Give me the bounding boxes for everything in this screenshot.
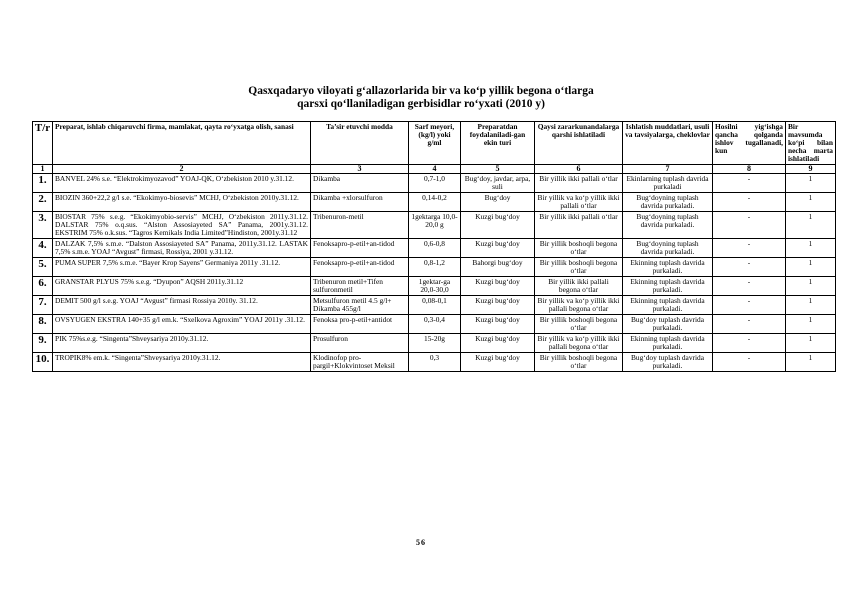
muddat-cell: Bug‘doyning tuplash davrida purkaladi. (623, 193, 713, 212)
marta-cell: 1 (786, 334, 836, 353)
preparat-cell: BIOSTAR 75% s.e.g. “Ekokimyobio-servis” MCHJ, O‘zbekiston 2011y.31.12. DALSTAR 75% o.q.sus. “Alston Assosiayeted SA” Panama, 2001y.31.12. EKSTRIM 75% o.k.sus. “Tagros Kemikals India Limited”Hindiston, 2001y.31.12 (53, 212, 311, 239)
muddat-cell: Bug‘doyning tuplash davrida purkaladi. (623, 212, 713, 239)
ekin-cell: Bahorgi bug‘doy (461, 258, 535, 277)
table-row (33, 174, 836, 193)
row-number: 4. (33, 239, 53, 258)
table-row (33, 315, 836, 334)
table-row (33, 277, 836, 296)
qarshi-cell: Bir yillik boshoqli begona o‘tlar (535, 315, 623, 334)
kun-cell: - (713, 258, 786, 277)
herbicide-table (32, 121, 836, 372)
column-number-row (33, 165, 836, 174)
col-number: 6 (535, 165, 623, 174)
marta-cell: 1 (786, 174, 836, 193)
title-line-1: Qasxqadaryo viloyati g‘allazorlarida bir va ko‘p yillik begona o‘tlarga (248, 85, 594, 97)
table-row (33, 353, 836, 372)
table-row (33, 193, 836, 212)
kun-cell: - (713, 212, 786, 239)
ekin-cell: Kuzgi bug‘doy (461, 296, 535, 315)
sarf-cell: 0,08-0,1 (409, 296, 461, 315)
table-row (33, 296, 836, 315)
sarf-cell: 0,6-0,8 (409, 239, 461, 258)
ekin-cell: Kuzgi bug‘doy (461, 239, 535, 258)
title-line-2: qarsxi qo‘llaniladigan gerbisidlar ro‘yxati (2010 y) (297, 98, 545, 110)
sarf-cell: 15-20g (409, 334, 461, 353)
table-row (33, 258, 836, 277)
modda-cell: Dikamba (311, 174, 409, 193)
modda-cell: Metsulfuron metil 4.5 g/l+ Dikamba 455g/l (311, 296, 409, 315)
qarshi-cell: Bir yillik boshoqli begona o‘tlar (535, 353, 623, 372)
header-ekin: Preparatdan foydalaniladi-gan ekin turi (461, 122, 535, 165)
muddat-cell: Ekinning tuplash davrida purkaladi. (623, 258, 713, 277)
row-number: 5. (33, 258, 53, 277)
preparat-cell: PUMA SUPER 7,5% s.m.e. “Bayer Krop Sayens” Germaniya 2011y .31.12. (53, 258, 311, 277)
col-number: 9 (786, 165, 836, 174)
marta-cell: 1 (786, 239, 836, 258)
table-row (33, 334, 836, 353)
header-tr: T/r (33, 122, 53, 165)
page-number: 56 (416, 538, 426, 547)
qarshi-cell: Bir yillik va ko‘p yillik ikki pallali begona o‘tlar (535, 334, 623, 353)
qarshi-cell: Bir yillik va ko‘p yillik ikki pallali o‘tlar (535, 193, 623, 212)
sarf-cell: 1gektar-ga 20,0-30,0 (409, 277, 461, 296)
marta-cell: 1 (786, 353, 836, 372)
header-row (33, 122, 836, 165)
col-number: 3 (311, 165, 409, 174)
ekin-cell: Kuzgi bug‘doy (461, 315, 535, 334)
ekin-cell: Bug‘doy (461, 193, 535, 212)
ekin-cell: Kuzgi bug‘doy (461, 353, 535, 372)
col-number: 1 (33, 165, 53, 174)
muddat-cell: Ekinning tuplash davrida purkaladi. (623, 296, 713, 315)
row-number: 8. (33, 315, 53, 334)
row-number: 2. (33, 193, 53, 212)
header-marta: Bir mavsumda ko‘pi bilan necha marta ishlatiladi (786, 122, 836, 165)
col-number: 7 (623, 165, 713, 174)
qarshi-cell: Bir yillik boshoqli begona o‘tlar (535, 239, 623, 258)
preparat-cell: GRANSTAR PLYUS 75% s.e.g. “Dyupon” AQSH 2011y.31.12 (53, 277, 311, 296)
header-preparat: Preparat, ishlab chiqaruvchi firma, mamlakat, qayta ro‘yxatga olish, sanasi (53, 122, 311, 165)
modda-cell: Dikamba +xlorsulfuron (311, 193, 409, 212)
table-row (33, 212, 836, 239)
preparat-cell: DALZAK 7,5% s.m.e. “Dalston Assosiayeted SA” Panama, 2011y.31.12. LASTAK 7,5% s.m.e. YOAJ “Avgust” firmasi, Rossiya, 2001 y.31.12. (53, 239, 311, 258)
modda-cell: Fenoksa pro-p-etil+antidot (311, 315, 409, 334)
col-number: 2 (53, 165, 311, 174)
modda-cell: Prosulfuron (311, 334, 409, 353)
preparat-cell: BANVEL 24% s.e. “Elektrokimyozavod” YOAJ-QK, O‘zbekiston 2010 y.31.12. (53, 174, 311, 193)
muddat-cell: Ekinlarning tuplash davrida purkaladi (623, 174, 713, 193)
marta-cell: 1 (786, 315, 836, 334)
muddat-cell: Ekinning tuplash davrida purkaladi. (623, 334, 713, 353)
sarf-cell: 0,3 (409, 353, 461, 372)
preparat-cell: TROPIK8% em.k. “Singenta”Shveysariya 2010y.31.12. (53, 353, 311, 372)
modda-cell: Tribenuron metil+Tifen sulfuronmetil (311, 277, 409, 296)
qarshi-cell: Bir yillik ikki pallali o‘tlar (535, 212, 623, 239)
qarshi-cell: Bir yillik ikki pallali begona o‘tlar (535, 277, 623, 296)
header-qarshi: Qaysi zararkunandalarga qarshi ishlatiladi (535, 122, 623, 165)
muddat-cell: Bug‘doy tuplash davrida purkaladi. (623, 315, 713, 334)
kun-cell: - (713, 277, 786, 296)
kun-cell: - (713, 315, 786, 334)
header-kun: Hosilni yig‘ishga qancha qolganda ishlov tugallanadi, kun (713, 122, 786, 165)
ekin-cell: Bug‘doy, javdar, arpa, suli (461, 174, 535, 193)
row-number: 6. (33, 277, 53, 296)
row-number: 9. (33, 334, 53, 353)
modda-cell: Fenoksapro-p-etil+an-tidod (311, 239, 409, 258)
qarshi-cell: Bir yillik va ko‘p yillik ikki pallali begona o‘tlar (535, 296, 623, 315)
qarshi-cell: Bir yillik ikki pallali o‘tlar (535, 174, 623, 193)
row-number: 3. (33, 212, 53, 239)
ekin-cell: Kuzgi bug‘doy (461, 334, 535, 353)
modda-cell: Klodinofop pro-pargil+Klokvintoset Meksil (311, 353, 409, 372)
sarf-cell: 0,7-1,0 (409, 174, 461, 193)
ekin-cell: Kuzgi bug‘doy (461, 212, 535, 239)
sarf-cell: 0,14-0,2 (409, 193, 461, 212)
preparat-cell: BIOZIN 360+22,2 g/l s.e. “Ekokimyo-biosevis” MCHJ, O‘zbekiston 2010y.31.12. (53, 193, 311, 212)
preparat-cell: DEMIT 500 g/l s.e.g. YOAJ “Avgust” firmasi Rossiya 2010y. 31.12. (53, 296, 311, 315)
kun-cell: - (713, 174, 786, 193)
marta-cell: 1 (786, 296, 836, 315)
modda-cell: Tribenuron-metil (311, 212, 409, 239)
preparat-cell: OVSYUGEN EKSTRA 140+35 g/l em.k. “Sxelkova Agroxim” YOAJ 2011y .31.12. (53, 315, 311, 334)
header-muddat: Ishlatish muddatlari, usuli va tavsiyalarga, cheklovlar (623, 122, 713, 165)
muddat-cell: Bug‘doyning tuplash davrida purkaladi. (623, 239, 713, 258)
kun-cell: - (713, 334, 786, 353)
ekin-cell: Kuzgi bug‘doy (461, 277, 535, 296)
kun-cell: - (713, 193, 786, 212)
header-sarf: Sarf meyori, (kg/l) yoki g/ml (409, 122, 461, 165)
col-number: 8 (713, 165, 786, 174)
kun-cell: - (713, 353, 786, 372)
muddat-cell: Bug‘doy tuplash davrida purkaladi. (623, 353, 713, 372)
row-number: 7. (33, 296, 53, 315)
marta-cell: 1 (786, 212, 836, 239)
table-row (33, 239, 836, 258)
marta-cell: 1 (786, 258, 836, 277)
table-body (33, 174, 836, 372)
marta-cell: 1 (786, 277, 836, 296)
muddat-cell: Ekinning tuplash davrida purkaladi. (623, 277, 713, 296)
kun-cell: - (713, 296, 786, 315)
kun-cell: - (713, 239, 786, 258)
sarf-cell: 0,3-0,4 (409, 315, 461, 334)
header-modda: Ta’sir etuvchi modda (311, 122, 409, 165)
sarf-cell: 0,8-1,2 (409, 258, 461, 277)
row-number: 10. (33, 353, 53, 372)
row-number: 1. (33, 174, 53, 193)
col-number: 5 (461, 165, 535, 174)
qarshi-cell: Bir yillik boshoqli begona o‘tlar (535, 258, 623, 277)
marta-cell: 1 (786, 193, 836, 212)
col-number: 4 (409, 165, 461, 174)
sarf-cell: 1gektarga 10,0-20,0 g (409, 212, 461, 239)
preparat-cell: PIK 75%s.e.g. “Singenta”Shveysariya 2010y.31.12. (53, 334, 311, 353)
modda-cell: Fenoksapro-p-etil+an-tidod (311, 258, 409, 277)
